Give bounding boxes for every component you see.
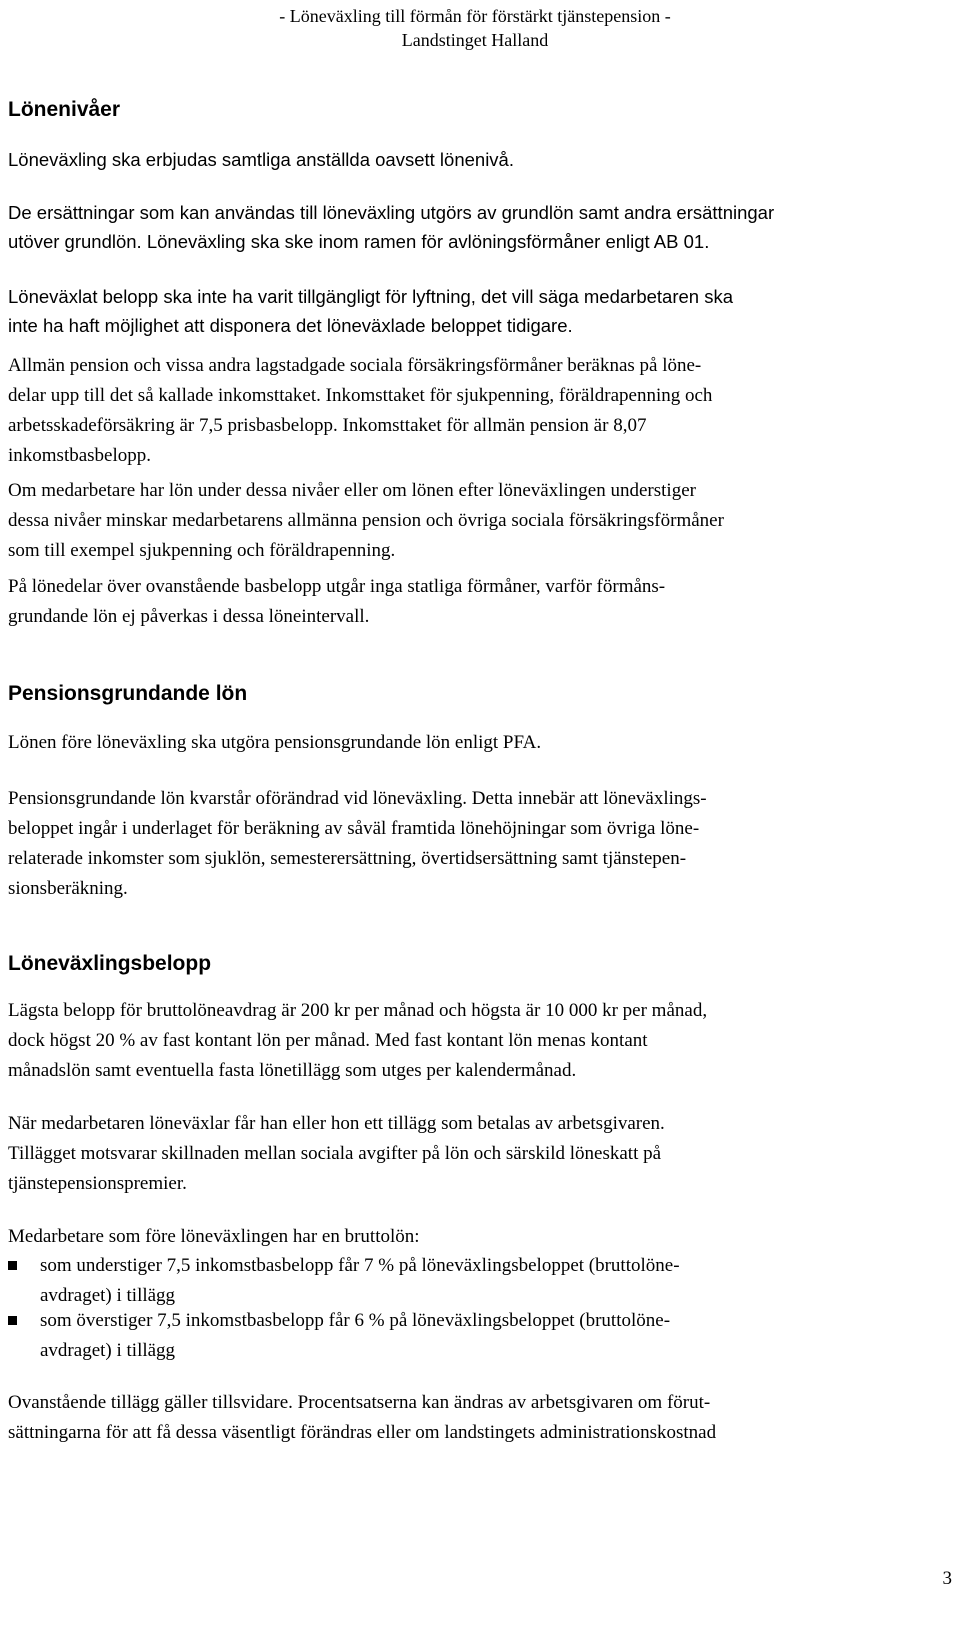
paragraph: Medarbetare som före löneväxlingen har en bruttolön:: [8, 1226, 420, 1247]
paragraph: Lägsta belopp för bruttolöneavdrag är 200 kr per månad och högsta är 10 000 kr per månad, dock högst 20 % av fast kontant lön per månad. Med fast kontant lön menas kontant månadslön samt eventuella fasta lönetillägg som utges per kalendermånad.: [8, 1000, 708, 1081]
header-organization: Landstinget Halland: [401, 30, 549, 50]
paragraph: Allmän pension och vissa andra lagstadgade sociala försäkringsförmåner beräknas på löne- delar upp till det så kallade inkomsttaket. Inkomsttaket för sjukpenning, föräldrapenning och arbetsskadeförsäkring är 7,5 prisbasbelopp. Inkomsttaket för allmän pension är 8,07 inkomstbasbelopp.: [8, 355, 713, 466]
heading-lonevaxlingsbelopp: Löneväxlingsbelopp: [8, 952, 212, 975]
paragraph: Om medarbetare har lön under dessa nivåer eller om lönen efter löneväxlingen understiger dessa nivåer minskar medarbetarens allmänna pension och övriga sociala försäkringsförmåner som till exempel sjukpenning och föräldrapenning.: [8, 480, 724, 561]
square-bullet-icon: [8, 1261, 17, 1270]
page-number: 3: [942, 1568, 952, 1589]
paragraph: När medarbetaren löneväxlar får han eller hon ett tillägg som betalas av arbetsgivaren. Tillägget motsvarar skillnaden mellan sociala avgifter på lön och särskild löneskatt på tjänstepensionspremier.: [8, 1113, 665, 1194]
page-header: [205, 4, 745, 52]
paragraph: På lönedelar över ovanstående basbelopp utgår inga statliga förmåner, varför förmåns- grundande lön ej påverkas i dessa löneintervall.: [8, 576, 666, 627]
paragraph: Pensionsgrundande lön kvarstår oförändrad vid löneväxling. Detta innebär att löneväxlings- beloppet ingår i underlaget för beräkning av såväl framtida lönehöjningar som övriga löne- relaterade inkomster som sjuklön, semesterersättning, övertidsersättning samt tjänstepen- sionsberäkning.: [8, 788, 707, 899]
paragraph: Ovanstående tillägg gäller tillsvidare. Procentsatserna kan ändras av arbetsgivaren om förut- sättningarna för att få dessa väsentligt förändras eller om landstingets administrationskostnad: [8, 1392, 717, 1443]
heading-lonenivaer: Lönenivåer: [8, 98, 121, 121]
paragraph: Löneväxlat belopp ska inte ha varit tillgängligt för lyftning, det vill säga medarbetaren ska inte ha haft möjlighet att disponera det löneväxlade beloppet tidigare.: [8, 286, 734, 336]
square-bullet-icon: [8, 1316, 17, 1325]
paragraph: Lönen före löneväxling ska utgöra pensionsgrundande lön enligt PFA.: [8, 732, 542, 753]
paragraph: Löneväxling ska erbjudas samtliga anställda oavsett lönenivå.: [8, 149, 514, 170]
paragraph: De ersättningar som kan användas till löneväxling utgörs av grundlön samt andra ersättningar utöver grundlön. Löneväxling ska ske inom ramen för avlöningsförmåner enligt AB 01.: [8, 202, 775, 252]
header-title: - Löneväxling till förmån för förstärkt tjänstepension -: [279, 6, 671, 26]
heading-pensionsgrundande-lon: Pensionsgrundande lön: [8, 682, 248, 705]
